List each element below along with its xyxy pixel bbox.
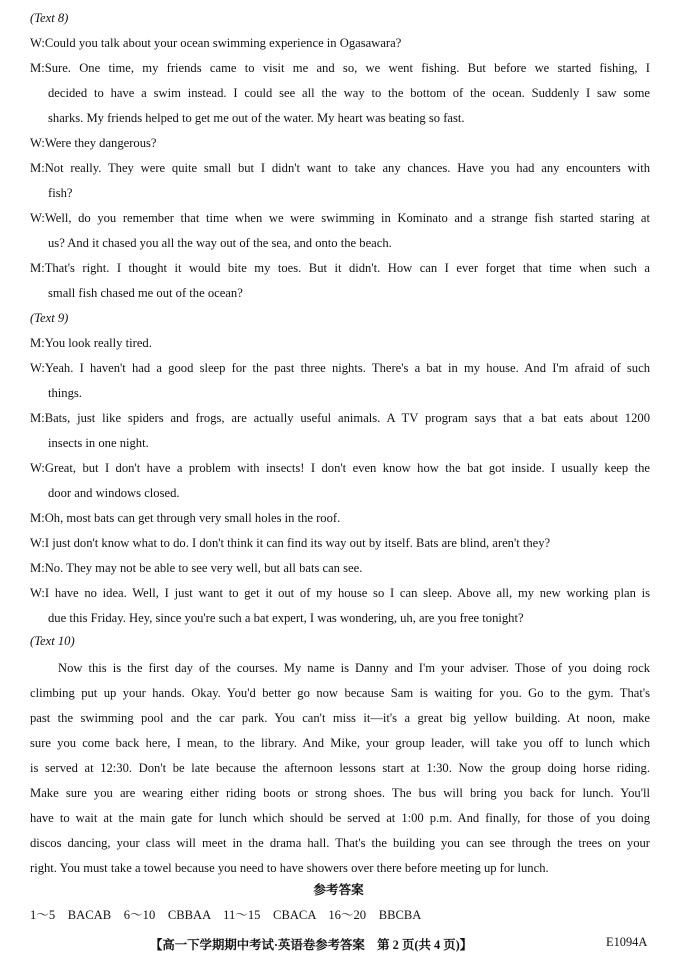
text10-line-4: sure you come back here, I mean, to the library. And Mike, your group leader, will take you off to lunch which xyxy=(30,736,650,750)
text10-line-3: past the swimming pool and the car park. You can't miss it—it's a great big yellow building. At noon, make xyxy=(30,711,650,725)
text8-line-5: W:Were they dangerous? xyxy=(30,136,157,150)
text9-line-4: M:Bats, just like spiders and frogs, are actually useful animals. A TV program says that a bat eats about 1200 xyxy=(30,411,650,425)
text9-line-3: things. xyxy=(48,386,82,400)
text9-header: (Text 9) xyxy=(30,311,69,325)
text8-line-7: fish? xyxy=(48,186,73,200)
text9-line-1: M:You look really tired. xyxy=(30,336,152,350)
text9-line-6: W:Great, but I don't have a problem with insects! I don't even know how the bat got inside. I usually keep the xyxy=(30,461,650,475)
answers-title: 参考答案 xyxy=(313,883,364,897)
text10-line-8: discos dancing, your class will meet in the drama hall. That's the building you can see through the trees on your xyxy=(30,836,650,850)
text8-line-4: sharks. My friends helped to get me out of the water. My heart was beating so fast. xyxy=(48,111,465,125)
text9-line-10: M:No. They may not be able to see very well, but all bats can see. xyxy=(30,561,363,575)
text8-line-2: M:Sure. One time, my friends came to visit me and so, we went fishing. But before we started fishing, I xyxy=(30,61,650,75)
text10-header: (Text 10) xyxy=(30,634,75,648)
footer-exam-info: 【高一下学期期中考试·英语卷参考答案 第 2 页(共 4 页)】 xyxy=(150,938,473,952)
text8-line-8: W:Well, do you remember that time when we were swimming in Kominato and a strange fish started staring at xyxy=(30,211,650,225)
text10-line-6: Make sure you are wearing either riding boots or strong shoes. The bus will bring you back for lunch. You'll xyxy=(30,786,650,800)
text8-line-11: small fish chased me out of the ocean? xyxy=(48,286,243,300)
text9-line-7: door and windows closed. xyxy=(48,486,180,500)
text8-line-9: us? And it chased you all the way out of the sea, and onto the beach. xyxy=(48,236,392,250)
text8-line-1: W:Could you talk about your ocean swimming experience in Ogasawara? xyxy=(30,36,402,50)
text8-line-10: M:That's right. I thought it would bite my toes. But it didn't. How can I ever forget that time when such a xyxy=(30,261,650,275)
footer-code: E1094A xyxy=(606,935,648,949)
text10-line-5: is served at 12:30. Don't be late because the afternoon lessons start at 1:30. Now the group doing horse riding. xyxy=(30,761,650,775)
text9-line-8: M:Oh, most bats can get through very small holes in the roof. xyxy=(30,511,341,525)
answers-line: 1～5 BACAB 6～10 CBBAA 11～15 CBACA 16～20 BBCBA xyxy=(30,908,422,922)
text8-line-6: M:Not really. They were quite small but I didn't want to take any chances. Have you had any encounters with xyxy=(30,161,650,175)
text8-header: (Text 8) xyxy=(30,11,69,25)
text10-line-9: right. You must take a towel because you need to have showers over there before meeting up for lunch. xyxy=(30,861,549,875)
text9-line-9: W:I just don't know what to do. I don't think it can find its way out by itself. Bats are blind, aren't they? xyxy=(30,536,551,550)
text10-line-2: climbing put up your hands. Okay. You'd better go now because Sam is waiting for you. Go to the gym. That's xyxy=(30,686,650,700)
text10-line-1: Now this is the first day of the courses. My name is Danny and I'm your adviser. Those of you doing rock xyxy=(58,661,650,675)
text9-line-2: W:Yeah. I haven't had a good sleep for the past three nights. There's a bat in my house. And I'm afraid of such xyxy=(30,361,650,375)
text9-line-12: due this Friday. Hey, since you're such a bat expert, I was wondering, uh, are you free tonight? xyxy=(48,611,524,625)
text9-line-5: insects in one night. xyxy=(48,436,149,450)
text9-line-11: W:I have no idea. Well, I just want to get it out of my house so I can sleep. Above all, my new working plan is xyxy=(30,586,650,600)
text8-line-3: decided to have a swim instead. I could see all the way to the bottom of the ocean. Suddenly I saw some xyxy=(48,86,650,100)
text10-line-7: have to wait at the main gate for lunch which should be served at 1:00 p.m. And finally, for those of you doing xyxy=(30,811,650,825)
